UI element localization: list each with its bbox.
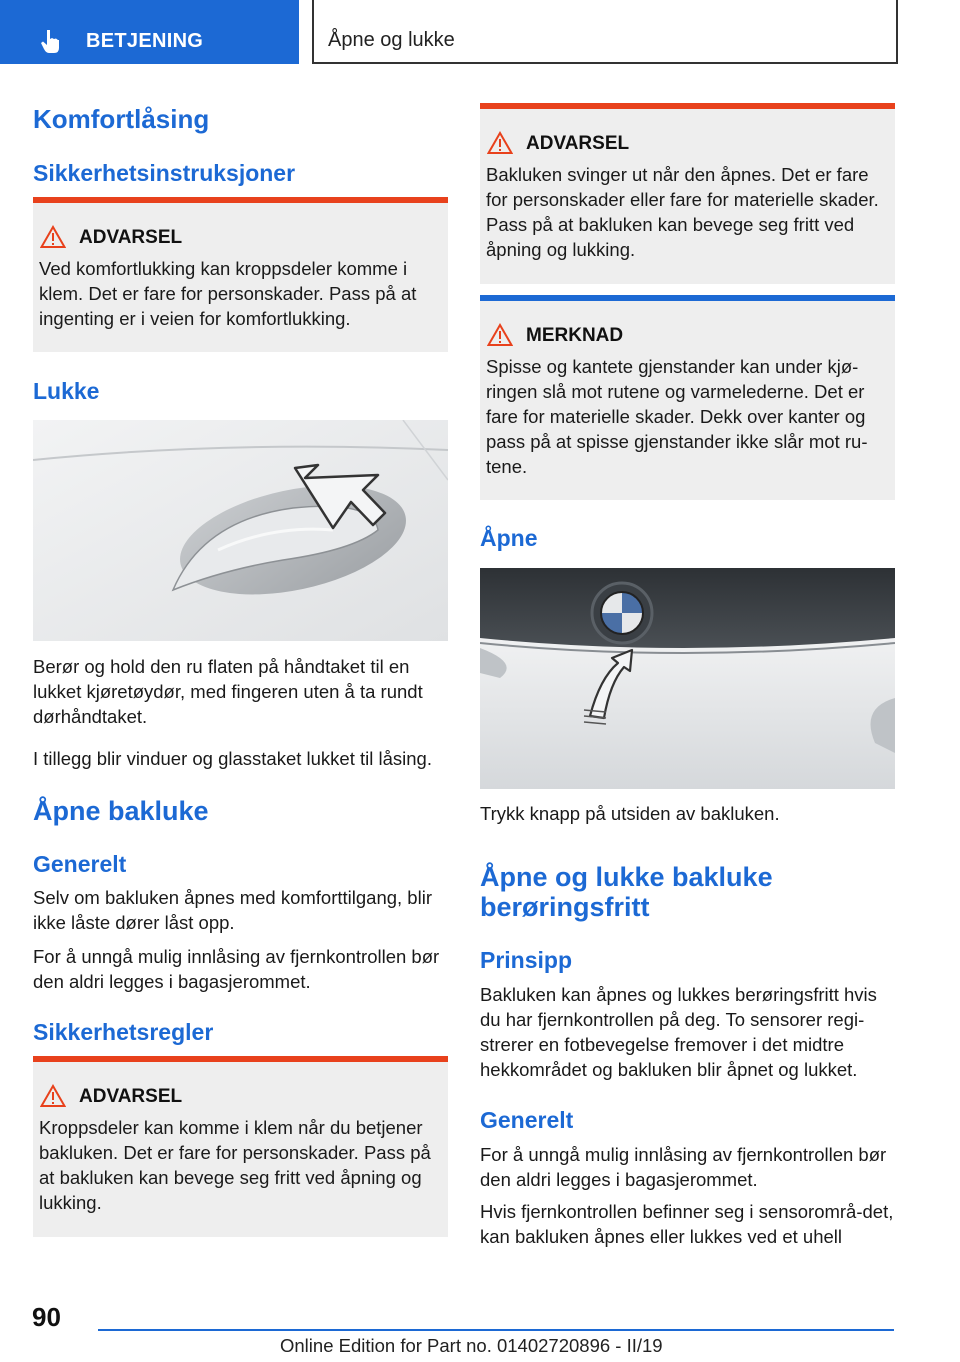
chapter-tab — [0, 0, 299, 64]
paragraph-lukke-2: I tillegg blir vinduer og glasstaket lukket til låsing. — [33, 748, 432, 769]
heading-apne-bakluke: Åpne bakluke — [33, 796, 209, 826]
heading-sikkerhetsregler: Sikkerhetsregler — [33, 1019, 214, 1045]
footer-edition: Online Edition for Part no. 01402720896 - II/19 — [280, 1335, 663, 1356]
warning-box-bakluke-svinger — [480, 103, 895, 284]
paragraph-lukke-1: Berør og hold den ru flaten på håndtaket til en lukket kjøretøydør, med fingeren uten å ta rundt dørhåndtaket. — [33, 656, 423, 727]
note-box-gjenstander — [480, 295, 895, 500]
warning-triangle-icon — [40, 1084, 66, 1108]
heading-prinsipp: Prinsipp — [480, 947, 573, 973]
chapter-title: BETJENING — [86, 30, 204, 52]
page-number: 90 — [32, 1302, 61, 1332]
heading-komfortlasing: Komfortlåsing — [33, 104, 210, 134]
warning-title: ADVARSEL — [79, 227, 183, 248]
note-title: MERKNAD — [526, 325, 624, 346]
warning-triangle-icon — [487, 131, 513, 155]
door-handle-illustration — [33, 420, 448, 641]
paragraph-generelt-4: Hvis fjernkontrollen befinner seg i sensorområ‐det, kan bakluken åpnes eller lukkes ved et uhell — [480, 1201, 894, 1247]
paragraph-generelt-2: For å unngå mulig innlåsing av fjernkontrollen bør den aldri legges i bagasjerommet. — [33, 946, 440, 992]
note-text: Spisse og kantete gjenstander kan under kjø‐ringen slå mot rutene og varmelederne. Det er fare for materielle skader. Dekk over kanter og pass på at spisse gjenstander ikke slår mot ru‐tene. — [486, 356, 868, 477]
warning-box-bakluke-klem — [33, 1056, 448, 1237]
warning-title: ADVARSEL — [526, 133, 630, 154]
paragraph-generelt-1: Selv om bakluken åpnes med komforttilgang, blir ikke låste dører låst opp. — [33, 887, 432, 933]
section-header — [312, 0, 898, 64]
note-triangle-icon — [487, 323, 513, 347]
paragraph-prinsipp: Bakluken kan åpnes og lukkes berøringsfritt hvis du har fjernkontrollen på deg. To sensorer regi‐strerer en fotbevegelse fremover i det midtre hekkområdet og bakluken blir åpnet og lukket. — [480, 984, 877, 1080]
paragraph-generelt-3: For å unngå mulig innlåsing av fjernkontrollen bør den aldri legges i bagasjerommet. — [480, 1144, 887, 1190]
tailgate-button-illustration — [480, 568, 895, 789]
section-title: Åpne og lukke — [328, 29, 455, 51]
heading-beroringsfritt-line1: Åpne og lukke bakluke — [480, 862, 773, 892]
warning-text: Bakluken svinger ut når den åpnes. Det er fare for personskader eller fare for materielle skader. Pass på at bakluken kan bevege seg fritt ved åpning og lukking. — [486, 164, 879, 260]
footer-divider — [98, 1329, 894, 1331]
hand-pointer-icon — [38, 28, 64, 54]
warning-title: ADVARSEL — [79, 1086, 183, 1107]
heading-generelt: Generelt — [33, 851, 127, 877]
paragraph-apne: Trykk knapp på utsiden av bakluken. — [480, 803, 780, 824]
heading-apne: Åpne — [480, 525, 538, 551]
warning-text: Ved komfortlukking kan kroppsdeler komme i klem. Det er fare for personskader. Pass på at ingenting er i veien for komfortlukking. — [39, 258, 417, 329]
heading-lukke: Lukke — [33, 378, 100, 404]
heading-generelt-2: Generelt — [480, 1107, 574, 1133]
warning-box-komfortlukking — [33, 197, 448, 352]
warning-triangle-icon — [40, 225, 66, 249]
warning-text: Kroppsdeler kan komme i klem når du betjener bakluken. Det er fare for personskader. Pass på at bakluken kan bevege seg fritt ved åpning og lukking. — [39, 1117, 431, 1213]
heading-beroringsfritt-line2: berøringsfritt — [480, 892, 650, 922]
heading-sikkerhetsinstruksjoner: Sikkerhetsinstruksjoner — [33, 160, 296, 186]
